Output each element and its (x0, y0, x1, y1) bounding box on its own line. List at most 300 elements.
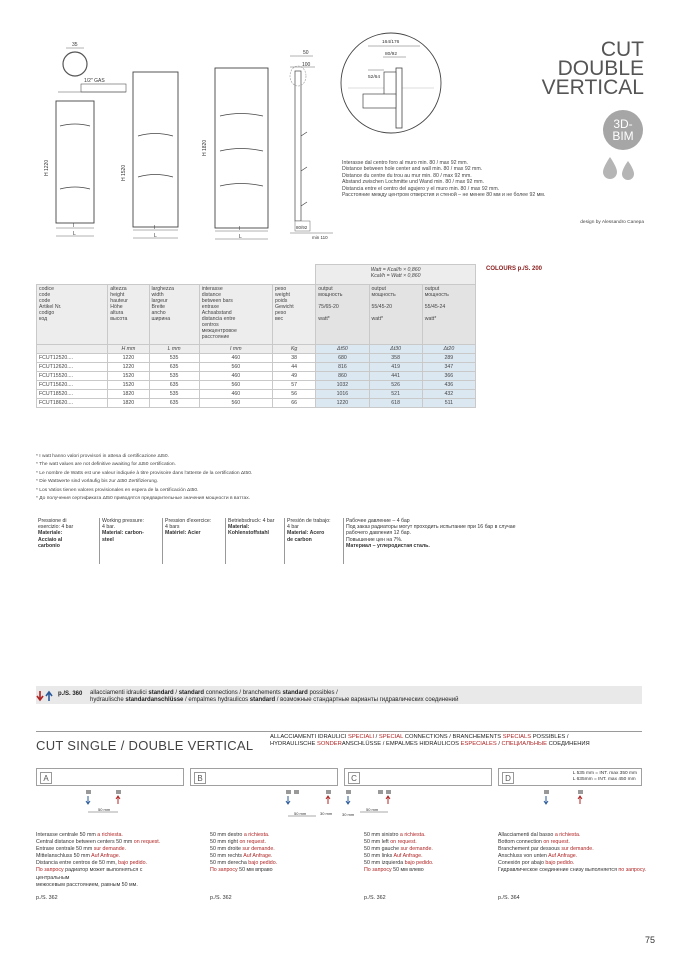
desc-text: a richiesta. (554, 832, 581, 838)
desc-text: sur demande. (242, 846, 275, 853)
designer-credit: design by Alessandro Canepa (580, 220, 644, 225)
sub-text: ALLACCIAMENTI IDRAULICI (270, 734, 348, 740)
table-cell: 816 (316, 363, 369, 372)
header-text: poids (274, 298, 288, 304)
variant-d-box (498, 768, 642, 786)
distance-note-line: Distancia entre el centro del agujero y el muro min. 80 / max 92 mm. (342, 185, 500, 192)
variant-b-box (190, 768, 338, 786)
dim-100: 100 (302, 62, 311, 68)
pressure-es (284, 518, 342, 564)
3d-bim-badge[interactable] (603, 110, 643, 150)
table-cell: FCUT18620.... (37, 399, 108, 408)
header-text: watt* (371, 316, 384, 322)
pressure-text: рабочего давления 12 бар. (346, 530, 411, 537)
variant-d-description (498, 832, 648, 875)
table-cell: 49 (272, 372, 315, 381)
desc-text: sur demande. (93, 846, 127, 853)
header-text: высота (110, 316, 128, 322)
header-text: 55/45-24 (424, 304, 446, 310)
header-text: output (371, 286, 386, 292)
table-row (37, 390, 476, 399)
table-cell: 56 (272, 390, 315, 399)
pressure-en (99, 518, 161, 564)
header-text: 55/45-20 (371, 304, 392, 310)
header-text: Höhe (110, 304, 123, 310)
desc-text: 50 mm droite (210, 846, 243, 853)
conn-text: connections / branchements (204, 690, 283, 696)
note-line: * Die Wattwerte sind vorläufig bis zur Δt50 Zertifizierung. (36, 479, 159, 485)
header-text: width (151, 292, 164, 298)
header-text: код (39, 316, 48, 322)
pressure-text: Pression d'exercice: (165, 518, 212, 524)
desc-text: Allacciamenti dal basso (498, 832, 555, 838)
colours-ref: p./S. 200 (517, 266, 543, 272)
formula-line-2: Kcal/h = Watt × 0,860 (370, 273, 421, 279)
pressure-text: 4 bar (287, 524, 299, 531)
pressure-text: Matériel: Acier (165, 530, 201, 537)
table-unit-cell: Δt30 (369, 345, 422, 354)
header-text: мощность (371, 292, 396, 298)
diagram-c (342, 790, 391, 817)
dim-c1: 30 mm (342, 812, 355, 817)
header-text: codice (39, 286, 54, 292)
table-header-cell (369, 285, 422, 345)
table-header-cell (199, 285, 272, 345)
sub-text: CONNECTIONS / BRANCHEMENTS (403, 734, 503, 740)
pressure-text: de carbon (287, 536, 312, 543)
desc-text: bajo pedido. (248, 860, 278, 867)
formula-line-1: Watt = Kcal/h × 0,860 (370, 267, 421, 273)
desc-text: a richiesta. (399, 832, 426, 838)
conn-line-2 (90, 697, 458, 704)
conn-text: standard (178, 690, 205, 696)
header-text: вес (274, 316, 284, 322)
table-unit-cell: I mm (199, 345, 272, 354)
table-cell: 860 (316, 372, 369, 381)
table-unit-cell: Δt50 (316, 345, 369, 354)
table-cell: 521 (369, 390, 422, 399)
pressure-text: Kohlenstoffstahl (228, 530, 269, 537)
conn-line-1 (90, 690, 458, 697)
table-header-cell (37, 285, 108, 345)
section-subtitle (270, 734, 630, 748)
title-line-3: VERTICAL (541, 76, 644, 99)
conn-text: hydraulische (90, 697, 126, 703)
table-unit-cell: L mm (149, 345, 199, 354)
pressure-text: esercizio: 4 bar (38, 524, 74, 531)
note-line: * I watt hanno valori provvisori in attesa di certificazione Δt50. (36, 454, 169, 459)
dim-min110: min 110 (312, 235, 328, 240)
pressure-material-block (36, 518, 536, 568)
technical-drawing (36, 36, 336, 246)
distance-note-line: Расстояние между центром отверстия и стеной – не менее 80 мм и не более 92 мм. (342, 192, 546, 199)
header-text: interasse (201, 286, 223, 292)
table-cell: 460 (199, 390, 272, 399)
table-header-cell (149, 285, 199, 345)
pressure-text: Material: (228, 524, 250, 531)
table-cell: 366 (422, 372, 475, 381)
standard-connections-text (90, 690, 458, 704)
table-header-cell (316, 285, 369, 345)
table-unit-cell: H mm (108, 345, 149, 354)
dim-164-176: 164/176 (382, 40, 400, 45)
table-cell: 680 (316, 354, 369, 363)
pressure-text: Betriebsdruck: 4 bar (228, 518, 275, 524)
pressure-it (36, 518, 98, 564)
i-label-2: I (154, 225, 156, 231)
sub-text: SPECIAL (378, 734, 404, 740)
page-ref-a[interactable]: p./S. 362 (36, 895, 58, 901)
colours-label: COLOURS (486, 266, 516, 272)
table-unit-cell (37, 345, 108, 354)
desc-text: 50 mm derecha (210, 860, 249, 867)
connection-diagrams (36, 786, 642, 826)
header-text: altura (110, 310, 124, 316)
conn-text: standardanschlüsse (125, 697, 184, 703)
sub-text: ANSCHLÜSSE / EMPALMES HIDRÁULICOS (341, 741, 461, 747)
header-text: ancho (151, 310, 166, 316)
variant-c-description (364, 832, 504, 875)
desc-text: Anschluss von unten (498, 853, 549, 860)
table-header-cell (422, 285, 475, 345)
desc-text: Distancia entre centros de 50 mm, (36, 860, 119, 867)
conn-text: standard (249, 697, 276, 703)
desc-text: on request. (390, 839, 417, 846)
desc-text: 50 mm izquierda (364, 860, 405, 867)
desc-text: Auf Anfrage. (243, 853, 273, 860)
desc-text: По запросу (210, 867, 238, 874)
table-cell: FCUT18520.... (37, 390, 108, 399)
note-line: * Los Vatios tienen valores provisionales en espera de la certificación Δt50. (36, 487, 199, 493)
section-divider (36, 731, 642, 732)
table-cell: FCUT12620.... (37, 363, 108, 372)
table-cell: 44 (272, 363, 315, 372)
header-text: 75/65-20 (318, 304, 339, 310)
dim-b1: 50 mm (294, 811, 307, 816)
sub-text: POSSIBLES / (531, 734, 569, 740)
header-text: height (110, 292, 125, 298)
header-text: Artikel Nr. (39, 304, 62, 310)
desc-text: on request. (133, 839, 161, 846)
dim-a: 50 mm (98, 807, 111, 812)
sub-text: SPECIALS (502, 734, 532, 740)
section-title: CUT SINGLE / DOUBLE VERTICAL (36, 738, 254, 753)
conn-text: allacciamenti idraulici (90, 690, 149, 696)
table-body (37, 354, 476, 408)
variant-c-box (344, 768, 492, 786)
header-text: output (424, 286, 440, 292)
variant-letter: B (194, 772, 206, 784)
desc-text: 50 mm gauche (364, 846, 401, 853)
detail-view (338, 28, 448, 138)
header-text: Breite (151, 304, 166, 310)
pressure-text: Presión de trabajo: (287, 518, 331, 524)
pressure-text: Рабочее давление – 4 бар (346, 518, 410, 524)
desc-text: a richiesta. (97, 832, 123, 838)
pressure-text: Под заказ радиаторы могут проходить испытание при 16 бар в случае (346, 524, 516, 531)
sub-line-1 (270, 734, 630, 741)
h1220-label: H 1220 (44, 159, 50, 176)
variant-a-box (36, 768, 184, 786)
table-cell: 460 (199, 354, 272, 363)
table-cell: 358 (369, 354, 422, 363)
variant-letter: D (502, 772, 514, 784)
header-text: code (39, 292, 51, 298)
header-text: larghezza (151, 286, 174, 292)
distance-note-line: Distance du centre du trou au mur min. 80 / max 92 mm. (342, 172, 472, 179)
l-label-3: L (239, 234, 242, 240)
table-cell: 560 (199, 363, 272, 372)
table-row (37, 399, 476, 408)
distance-note-line: Interasse dal centro foro al muro min. 80 / max 92 mm. (342, 160, 468, 166)
l-label-2: L (154, 233, 157, 239)
conn-text: / empalmes hydraulicos (183, 697, 250, 703)
header-text: мощность (318, 292, 343, 298)
watt-formula (316, 265, 476, 285)
header-text: between bars (201, 298, 233, 304)
spec-table (36, 264, 476, 408)
sub-line-2 (270, 741, 630, 748)
variant-d-dims (573, 771, 637, 783)
pressure-text: 4 bars (165, 524, 180, 531)
pressure-ru (343, 518, 543, 564)
table-header-cell (272, 285, 315, 345)
conn-text: possibles / (307, 690, 338, 696)
colours-link[interactable] (486, 266, 542, 272)
conn-text: / (173, 690, 179, 696)
header-text: peso (274, 310, 287, 316)
page-ref-d[interactable]: p./S. 364 (498, 895, 520, 901)
title-line-1: CUT (600, 38, 644, 61)
variant-d-line: L 535 mm = INT. max 350 mm (572, 771, 637, 776)
diagram-d (544, 790, 583, 804)
dim-c2: 50 mm (366, 807, 379, 812)
header-text: расстояние (201, 334, 230, 340)
desc-text: Auf Anfrage. (91, 853, 121, 860)
table-row (37, 381, 476, 390)
pressure-text: carbonio (38, 542, 60, 549)
desc-text: межосевым расстоянием, равным 50 мм. (36, 881, 138, 888)
table-cell: 1220 (108, 363, 149, 372)
table-row (37, 363, 476, 372)
pressure-text: Материал – углеродистая сталь. (346, 542, 430, 549)
badge-line-2: BIM (612, 129, 634, 143)
desc-text: Interasse centrale 50 mm (36, 832, 98, 838)
sub-text: СОЕДИНЕНИЯ (547, 741, 590, 747)
sub-text: / (374, 734, 379, 740)
table-cell: 1220 (108, 354, 149, 363)
table-cell: FCUT12520.... (37, 354, 108, 363)
header-text: code (39, 298, 51, 304)
table-units (37, 345, 476, 354)
header-text: centros (201, 322, 219, 328)
desc-text: 50 мм вправо (237, 867, 273, 874)
conn-text: standard (148, 690, 174, 696)
conn-text: standard (282, 690, 308, 696)
variant-letter: A (40, 772, 52, 784)
diagram-a (86, 790, 121, 812)
standard-connections-ref[interactable]: p./S. 360 (58, 691, 83, 697)
page-ref-b[interactable]: p./S. 362 (210, 895, 232, 901)
distance-note (342, 160, 582, 198)
page-number: 75 (644, 935, 655, 945)
desc-text: радиатор может выполняться с центральным (36, 867, 143, 881)
i-label-1: I (73, 223, 75, 229)
table-cell: 38 (272, 354, 315, 363)
table-cell: FCUT15520.... (37, 372, 108, 381)
desc-text: bajo pedido. (118, 860, 148, 867)
pressure-text: Material: carbon- (102, 530, 144, 537)
pressure-fr (162, 518, 224, 564)
table-unit-cell: Δt20 (422, 345, 475, 354)
table-cell: 535 (149, 372, 199, 381)
desc-text: sur demande. (400, 846, 433, 853)
h1820-label: H 1820 (202, 139, 208, 156)
header-text: мощность (424, 292, 449, 298)
sub-text: SONDER (317, 741, 342, 747)
dim-80-92: 80/92 (296, 225, 308, 230)
header-text: hauteur (110, 298, 128, 304)
header-text: largeur (151, 298, 168, 304)
table-row (37, 372, 476, 381)
table-cell: 618 (369, 399, 422, 408)
desc-text: 50 мм влево (391, 867, 424, 874)
table-header (37, 285, 476, 345)
desc-text: Гидравлическое соединение снизу выполняется (498, 867, 619, 874)
table-cell: 432 (422, 390, 475, 399)
desc-text: 50 mm rechts (210, 853, 244, 860)
note-line: * The watt values are not definitive awaiting for Δt50 certification. (36, 462, 176, 468)
table-cell: 347 (422, 363, 475, 372)
desc-text: По запросу (364, 867, 392, 874)
table-cell: 1520 (108, 372, 149, 381)
header-text: entraxe (201, 304, 219, 310)
product-title (504, 40, 644, 97)
dim-35: 35 (72, 42, 78, 48)
pressure-text: Working pressure: (102, 518, 144, 524)
header-text: peso (274, 286, 287, 292)
desc-text: по запросу. (618, 867, 647, 874)
variant-letter: C (348, 772, 360, 784)
pressure-text: 4 bar. (102, 524, 115, 531)
dim-80-92-detail: 80/92 (385, 52, 398, 57)
desc-text: on request. (543, 839, 570, 846)
pressure-text: Materiale: (38, 530, 63, 537)
sub-text: SPECIALI (347, 734, 375, 740)
h1520-label: H 1520 (121, 164, 127, 181)
desc-text: 50 mm destro (210, 832, 244, 838)
variant-b-description (210, 832, 350, 875)
desc-text: Mittelanschluss 50 mm (36, 853, 92, 860)
table-cell: 535 (149, 354, 199, 363)
header-text: distance (201, 292, 222, 298)
header-text: ширина (151, 316, 171, 322)
diagram-b (286, 790, 333, 816)
desc-text: Bottom connection (498, 839, 544, 846)
l-label-1: L (73, 231, 76, 237)
flow-arrows-icon (36, 690, 56, 702)
dim-b2: 30 mm (320, 811, 333, 816)
table-cell: 1820 (108, 399, 149, 408)
table-cell: 1032 (316, 381, 369, 390)
sub-text: ESPECIALES (460, 741, 497, 747)
table-cell: 1820 (108, 390, 149, 399)
gas-label: 1/2" GAS (84, 78, 105, 84)
table-cell: 560 (199, 381, 272, 390)
table-cell: 635 (149, 363, 199, 372)
desc-text: bajo pedido. (404, 860, 434, 867)
sub-text: СПЕЦИАЛЬНЫЕ (501, 741, 548, 747)
dim-50: 50 (303, 50, 309, 56)
note-line: * До получения сертификата Δt50 приводятся предварительные значения мощности в ваттах. (36, 496, 251, 502)
desc-text: Auf Anfrage. (548, 853, 578, 860)
page-ref-c[interactable]: p./S. 362 (364, 895, 386, 901)
desc-text: Branchement par dessous (498, 846, 562, 853)
table-cell: 441 (369, 372, 422, 381)
header-text: watt* (318, 316, 330, 322)
header-text: watt* (424, 316, 437, 322)
desc-text: bajo pedido. (545, 860, 575, 867)
pressure-text: Повышение цен на 7%. (346, 536, 403, 543)
table-cell: 560 (199, 399, 272, 408)
desc-text: Entraxe centrale 50 mm (36, 846, 94, 853)
pressure-text: Pressione di (38, 518, 67, 524)
desc-text: sur demande. (561, 846, 594, 853)
desc-text: 50 mm right (210, 839, 240, 846)
header-text: altezza (110, 286, 127, 292)
table-cell: 1016 (316, 390, 369, 399)
table-header-cell (108, 285, 149, 345)
table-cell: 289 (422, 354, 475, 363)
desc-text: 50 mm left (364, 839, 391, 846)
table-cell: 535 (149, 390, 199, 399)
table-row (37, 354, 476, 363)
desc-text: Auf Anfrage. (393, 853, 423, 860)
header-text: weight (274, 292, 290, 298)
table-cell: 635 (149, 399, 199, 408)
title-line-2: DOUBLE (557, 57, 644, 80)
watt-notes (36, 453, 396, 503)
desc-text: on request. (239, 839, 266, 846)
pressure-text: steel (102, 536, 114, 543)
variant-d-line: L 635mm = INT. max 450 mm (572, 777, 636, 782)
desc-text: 50 mm links (364, 853, 394, 860)
pressure-de (225, 518, 283, 564)
i-label-3: I (239, 226, 241, 232)
desc-text: Central distance between centers 50 mm (36, 839, 134, 846)
pressure-text: Acciaio al (38, 536, 63, 543)
header-text: Achsabstand (201, 310, 232, 316)
header-text: distancia entre (201, 316, 236, 322)
dim-52-64: 52/64 (368, 75, 381, 80)
distance-note-line: Distance between hole center and wall min. 80 / max 92 mm. (342, 166, 483, 173)
table-cell: 635 (149, 381, 199, 390)
header-text: codigo (39, 310, 55, 316)
table-cell: 511 (422, 399, 475, 408)
note-line: * Le nombre de Watts est une valeur indiquée à titre provisoire dans l'attente de la certification Δt50. (36, 470, 253, 476)
header-text: межцентровое (201, 328, 237, 334)
table-cell: 66 (272, 399, 315, 408)
table-cell: 57 (272, 381, 315, 390)
header-text: output (318, 286, 333, 292)
desc-text: a richiesta. (243, 832, 270, 838)
distance-note-line: Abstand zwischen Lochmitte und Wand min. 80 / max 92 mm. (342, 179, 484, 186)
pressure-text: Material: Acero (287, 530, 325, 537)
table-cell: 526 (369, 381, 422, 390)
variant-a-description (36, 832, 176, 889)
badge-line-1: 3D- (613, 117, 633, 131)
table-cell: 436 (422, 381, 475, 390)
